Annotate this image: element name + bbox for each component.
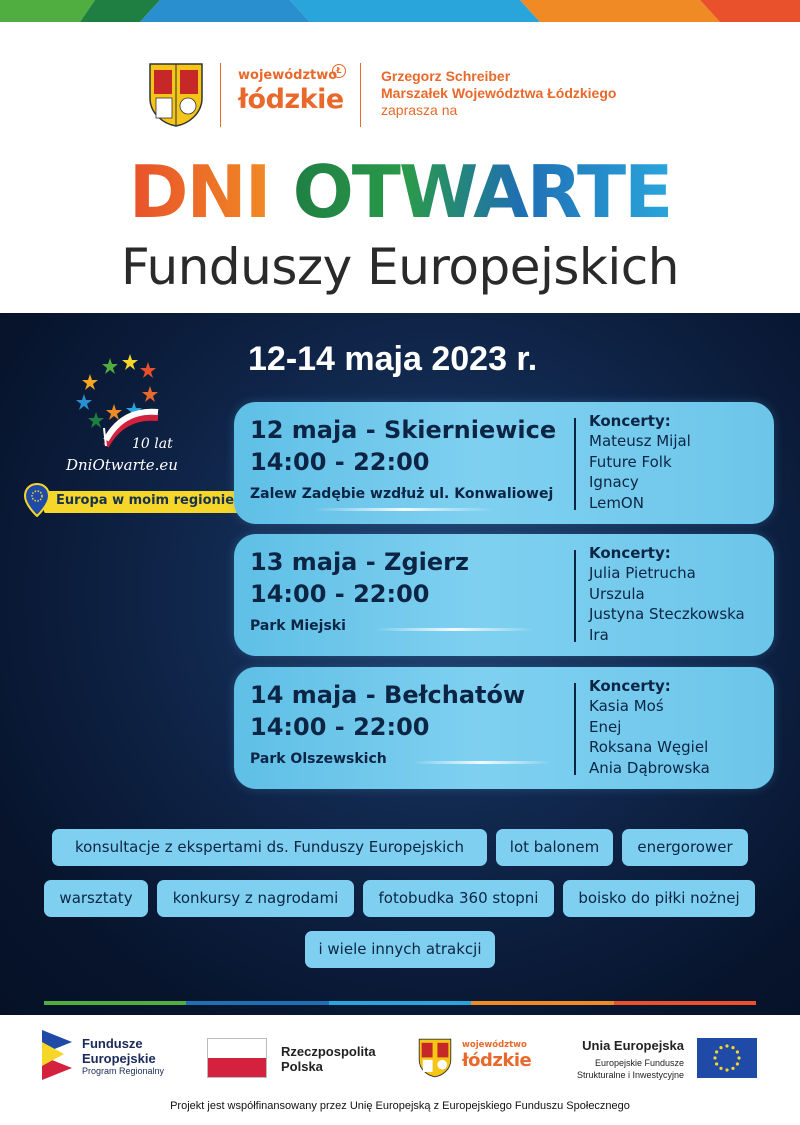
card-highlight xyxy=(314,508,494,511)
event-card xyxy=(234,534,774,656)
rp-line2: Polska xyxy=(281,1059,323,1074)
event-city: 13 maja - Zgierz xyxy=(250,548,469,576)
artist: Urszula xyxy=(589,584,645,603)
event-place: Park Olszewskich xyxy=(250,751,387,767)
event-time: 14:00 - 22:00 xyxy=(250,580,430,608)
event-card xyxy=(234,667,774,789)
brand-region-label: województwo xyxy=(238,68,338,83)
region-badge-label: Europa w moim regionie xyxy=(56,493,235,508)
event-place: Park Miejski xyxy=(250,618,346,634)
funds-program: Program Regionalny xyxy=(82,1066,165,1076)
artist: LemON xyxy=(589,493,644,512)
event-place: Zalew Zadębie wzdłuż ul. Konwaliowej xyxy=(250,486,554,502)
logo-10-lat: 10 lat xyxy=(132,436,173,452)
eu-title: Unia Europejska xyxy=(582,1038,684,1053)
artist: Kasia Moś xyxy=(589,697,664,715)
title-part-dni: DNI xyxy=(128,150,270,234)
funds-line2: Europejskie xyxy=(82,1051,156,1066)
funds-name xyxy=(82,1036,156,1066)
card-divider xyxy=(574,550,576,642)
logo-site-name: DniOtwarte.eu xyxy=(66,456,178,474)
cofinancing-note: Projekt jest współfinansowany przez Unię Europejską z Europejskiego Funduszu Społecznego xyxy=(170,1100,630,1112)
brand-region-name: łódzkie xyxy=(238,84,344,115)
footer-region-name: łódzkie xyxy=(462,1050,532,1071)
header-divider xyxy=(360,63,361,127)
attraction-pill: warsztaty xyxy=(44,880,148,917)
card-divider xyxy=(574,418,576,510)
footer-region-label: województwo xyxy=(462,1040,527,1050)
concerts-label: Koncerty: xyxy=(589,677,671,695)
top-color-strip xyxy=(0,0,800,22)
artist: Ignacy xyxy=(589,473,639,491)
host-block xyxy=(381,68,616,119)
eu-line2: Strukturalne i Inwestycyjne xyxy=(576,1070,684,1080)
concerts-label: Koncerty: xyxy=(589,412,671,430)
artist: Ania Dąbrowska xyxy=(589,758,710,777)
event-card xyxy=(234,402,774,524)
attraction-pill: energorower xyxy=(622,829,748,866)
attraction-pill: konsultacje z ekspertami ds. Funduszy Europejskich xyxy=(52,829,487,866)
main-subtitle: Funduszy Europejskich xyxy=(121,238,679,296)
header-divider xyxy=(220,63,221,127)
map-pin-icon xyxy=(24,483,50,517)
attraction-pill: konkursy z nagrodami xyxy=(157,880,354,917)
event-time: 14:00 - 22:00 xyxy=(250,448,430,476)
concerts-list xyxy=(589,412,691,513)
card-highlight xyxy=(412,761,552,764)
artist: Enej xyxy=(589,717,622,736)
region-badge-bar xyxy=(44,491,242,513)
title-part-otwarte: OTWARTE xyxy=(292,150,672,234)
artist: Julia Pietrucha xyxy=(589,564,696,582)
coat-of-arms-logo xyxy=(418,1037,452,1079)
main-title xyxy=(0,152,800,232)
artist: Roksana Węgiel xyxy=(589,738,709,756)
artist: Mateusz Mijal xyxy=(589,432,691,450)
attraction-pill: boisko do piłki nożnej xyxy=(563,880,755,917)
concerts-list xyxy=(589,677,710,778)
european-funds-icon xyxy=(42,1030,72,1080)
host-invite: zaprasza na xyxy=(381,102,458,118)
event-time: 14:00 - 22:00 xyxy=(250,713,430,741)
eu-line1: Europejskie Fundusze xyxy=(594,1058,684,1068)
eu-flag-icon xyxy=(697,1038,757,1078)
event-city: 12 maja - Skierniewice xyxy=(250,416,557,444)
card-highlight xyxy=(374,628,534,631)
brand-l-mark-icon: Ł xyxy=(332,64,346,78)
card-divider xyxy=(574,683,576,775)
host-name: Grzegorz Schreiber xyxy=(381,68,511,84)
rp-name xyxy=(281,1044,376,1074)
polish-flag-icon xyxy=(207,1038,267,1078)
artist: Ira xyxy=(589,625,609,644)
eu-subtitle xyxy=(540,1057,684,1081)
event-date-range: 12-14 maja 2023 r. xyxy=(248,340,538,378)
color-divider xyxy=(44,1001,756,1005)
event-city: 14 maja - Bełchatów xyxy=(250,681,526,709)
coat-of-arms-logo xyxy=(148,62,204,128)
rp-line1: Rzeczpospolita xyxy=(281,1044,376,1059)
attraction-pill: i wiele innych atrakcji xyxy=(305,931,495,968)
funds-line1: Fundusze xyxy=(82,1036,143,1051)
attraction-pill: fotobudka 360 stopni xyxy=(363,880,554,917)
artist: Future Folk xyxy=(589,452,672,471)
host-role: Marszałek Województwa Łódzkiego xyxy=(381,85,617,101)
attraction-pill: lot balonem xyxy=(496,829,613,866)
concerts-label: Koncerty: xyxy=(589,544,671,562)
artist: Justyna Steczkowska xyxy=(589,605,745,623)
concerts-list xyxy=(589,544,745,645)
